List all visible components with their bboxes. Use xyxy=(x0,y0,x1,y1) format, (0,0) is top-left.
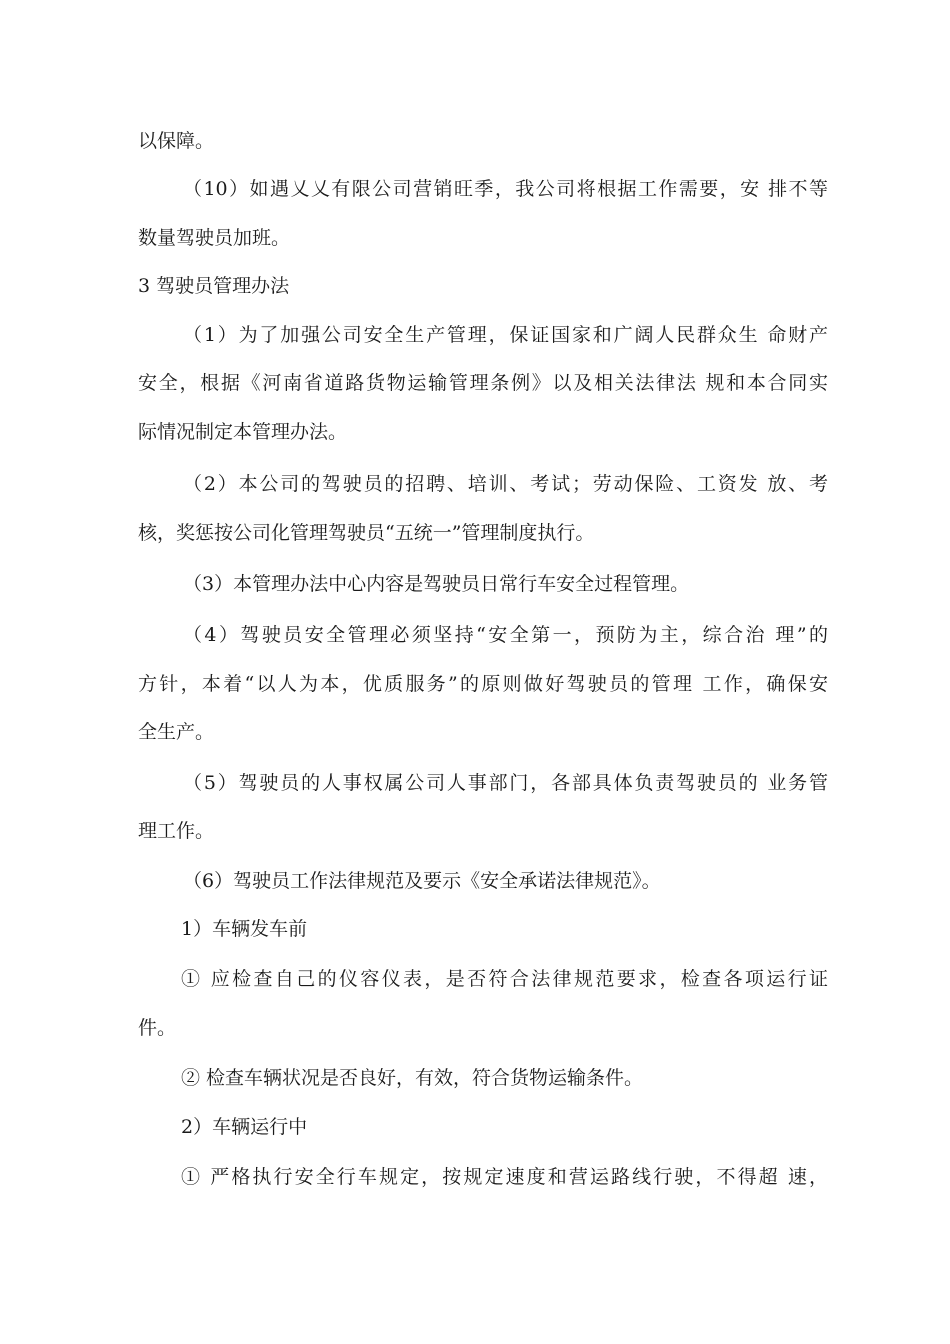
text-line: （3）本管理办法中心内容是驾驶员日常行车安全过程管理。 xyxy=(183,573,690,595)
section-heading: 3 驾驶员管理办法 xyxy=(138,275,290,297)
text-line: ② 检查车辆状况是否良好，有效，符合货物运输条件。 xyxy=(181,1067,644,1089)
text-line: 数量驾驶员加班。 xyxy=(138,227,291,249)
text-line: （6）驾驶员工作法律规范及要示《安全承诺法律规范》。 xyxy=(183,870,661,892)
text-line: （5）驾驶员的人事权属公司人事部门，各部具体负责驾驶员的 业务管 xyxy=(183,772,828,794)
text-line: 核，奖惩按公司化管理驾驶员“五统一”管理制度执行。 xyxy=(138,522,595,544)
text-line: 理工作。 xyxy=(138,820,215,842)
text-line: ① 严格执行安全行车规定，按规定速度和营运路线行驶，不得超 速， xyxy=(181,1166,828,1188)
text-line: 际情况制定本管理办法。 xyxy=(138,421,348,443)
text-line: （2）本公司的驾驶员的招聘、培训、考试；劳动保险、工资发 放、考 xyxy=(183,473,828,495)
text-line: （1）为了加强公司安全生产管理，保证国家和广阔人民群众生 命财产 xyxy=(183,324,828,346)
subsection-heading: 1）车辆发车前 xyxy=(181,918,308,940)
text-line: 方针，本着“以人为本，优质服务”的原则做好驾驶员的管理 工作，确保安 xyxy=(138,673,828,695)
text-line: （10）如遇乂乂有限公司营销旺季，我公司将根据工作需要，安 排不等 xyxy=(183,178,828,200)
text-line: 安全，根据《河南省道路货物运输管理条例》以及相关法律法 规和本合同实 xyxy=(138,372,828,394)
text-line: ① 应检查自己的仪容仪表，是否符合法律规范要求，检查各项运行证 xyxy=(181,968,828,990)
text-line: 件。 xyxy=(138,1017,177,1039)
text-line: 以保障。 xyxy=(138,130,215,152)
text-line: （4）驾驶员安全管理必须坚持“安全第一，预防为主，综合治 理”的 xyxy=(183,624,828,646)
subsection-heading: 2）车辆运行中 xyxy=(181,1116,308,1138)
text-line: 全生产。 xyxy=(138,721,215,743)
